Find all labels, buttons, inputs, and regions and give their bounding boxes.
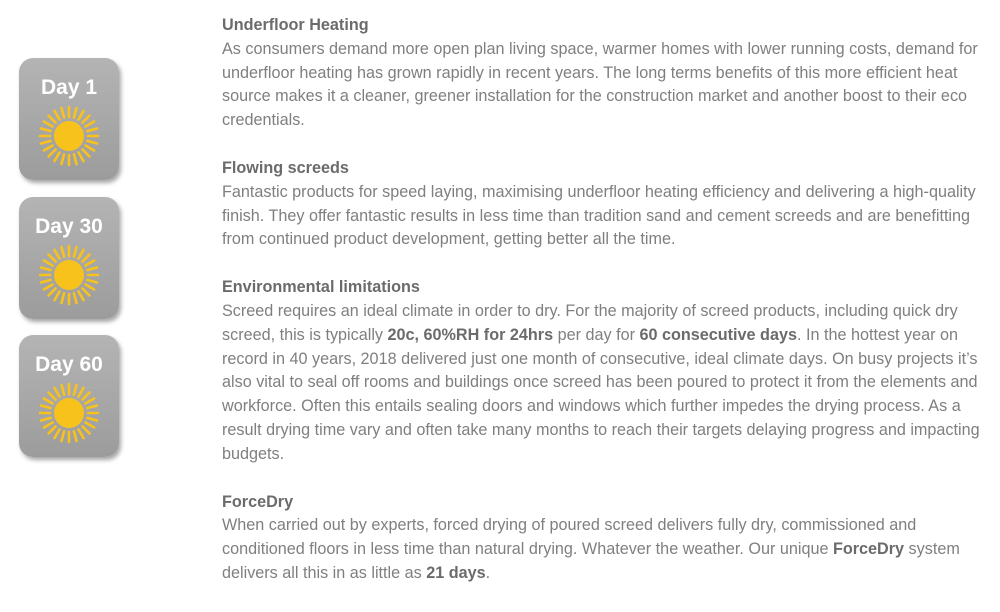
section-body: Fantastic products for speed laying, maximising underfloor heating efficiency and delivering a high-quality finish. They offer fantastic results in less time than tradition sand and cement screeds and are benefitting from continued product development, getting better all the time. [222,182,976,249]
day-label: Day 60 [35,353,103,376]
section-heading: Underfloor Heating [222,16,369,34]
body-text: system delivers all this in as little as [222,540,960,582]
section-forcedry [222,491,987,586]
section-environmental-limitations [222,276,987,466]
day-card-30 [19,197,119,319]
sun-icon [37,243,101,307]
climate-spec: 20c, 60%RH for 24hrs [387,325,554,344]
sun-icon [37,381,101,445]
section-body [222,300,987,467]
day-card-60 [19,335,119,457]
body-text: When carried out by experts, forced drying of poured screed delivers fully dry, commissioned and conditioned floors in less time than natural drying. Whatever the weather. Our unique [222,516,917,559]
section-body [222,514,987,585]
article-content [222,14,987,610]
section-heading: ForceDry [222,492,294,511]
body-text: Screed requires an ideal climate in order to dry. For the majority of screed products, including quick dry screed, this is typically [222,301,958,344]
body-text: per day for [553,325,640,344]
product-name: ForceDry [832,540,905,559]
section-flowing-screeds [222,157,987,252]
section-underfloor-heating [222,14,987,133]
day-label: Day 1 [40,76,98,99]
body-text: . In the hottest year on record in 40 years, 2018 delivered just one month of consecutive, ideal climate days. On busy projects it’s also vital to seal off rooms and buildings once screed has been poured to protect it from the elements and workforce. Often this entails sealing doors and windows which further impedes the drying process. As a result drying time vary and often take many months to reach their targets delaying progress and impacting budgets. [222,325,980,463]
day-label: Day 30 [35,215,103,238]
sun-icon [37,104,101,168]
drying-duration: 60 consecutive days [639,325,797,344]
section-body: As consumers demand more open plan living space, warmer homes with lower running costs, demand for underfloor heating has grown rapidly in recent years. The long terms benefits of this more efficient heat source makes it a cleaner, greener installation for the construction market and another boost to their eco credentials. [222,39,978,130]
section-heading: Flowing screeds [222,158,349,177]
body-text: . [485,563,491,582]
section-heading: Environmental limitations [222,278,420,297]
day-card-1 [19,58,119,180]
forcedry-duration: 21 days [426,563,486,582]
